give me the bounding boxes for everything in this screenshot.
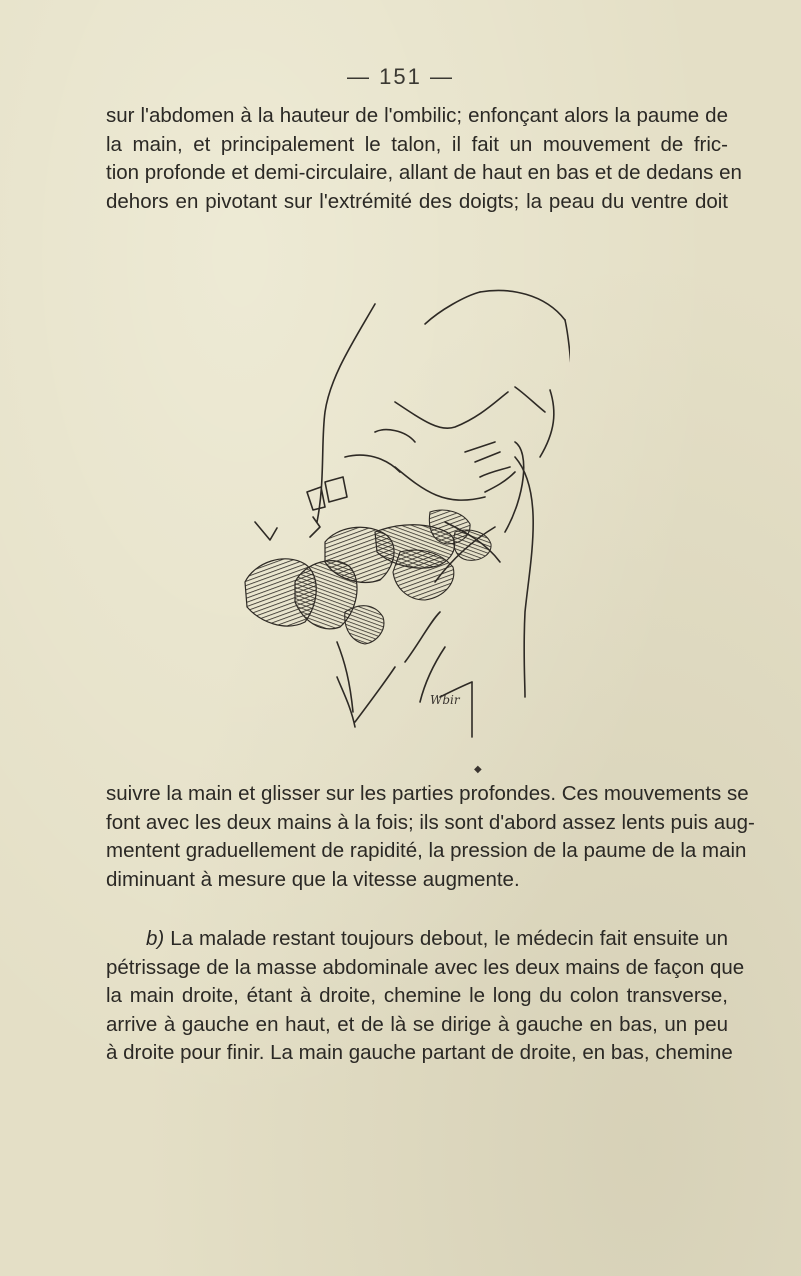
paragraph-mid <box>106 780 755 894</box>
text-line-first <box>106 925 728 954</box>
hand-illustration-svg <box>225 282 570 742</box>
text-line: tion profonde et demi-circulaire, allant de haut en bas et de dedans en <box>106 161 742 184</box>
text-line: dehors en pivotant sur l'extrémité des doigts; la peau du ventre doit <box>106 189 728 213</box>
text-line: mentent graduellement de rapidité, la pression de la paume de la main <box>106 839 747 862</box>
text-line: la main droite, étant à droite, chemine le long du colon transverse, <box>106 984 728 1007</box>
text-line: pétrissage de la masse abdominale avec les deux mains de façon que <box>106 955 745 979</box>
text-line: à droite pour finir. La main gauche partant de droite, en bas, chemine <box>106 1041 733 1064</box>
paragraph-bottom <box>106 925 745 1068</box>
handwritten-mark: Wbir <box>430 693 460 707</box>
text-line: font avec les deux mains à la fois; ils sont d'abord assez lents puis aug- <box>106 810 755 834</box>
text-line: diminuant à mesure que la vitesse augmente. <box>106 867 520 891</box>
text-line: arrive à gauche en haut, et de là se dirige à gauche en bas, un peu <box>106 1012 728 1036</box>
paragraph-top <box>106 102 742 216</box>
item-label: b) <box>146 927 165 950</box>
ink-speck-icon: ◆ <box>474 764 482 775</box>
text-line-rest: La malade restant toujours debout, le médecin fait ensuite un <box>170 927 728 950</box>
text-line: la main, et principalement le talon, il fait un mouvement de fric- <box>106 132 728 156</box>
page-number: — 151 — <box>347 64 454 89</box>
text-line: suivre la main et glisser sur les parties profondes. Ces mouvements se <box>106 782 749 805</box>
hand-massage-illustration <box>225 282 570 742</box>
text-line: sur l'abdomen à la hauteur de l'ombilic; enfonçant alors la paume de <box>106 104 728 127</box>
